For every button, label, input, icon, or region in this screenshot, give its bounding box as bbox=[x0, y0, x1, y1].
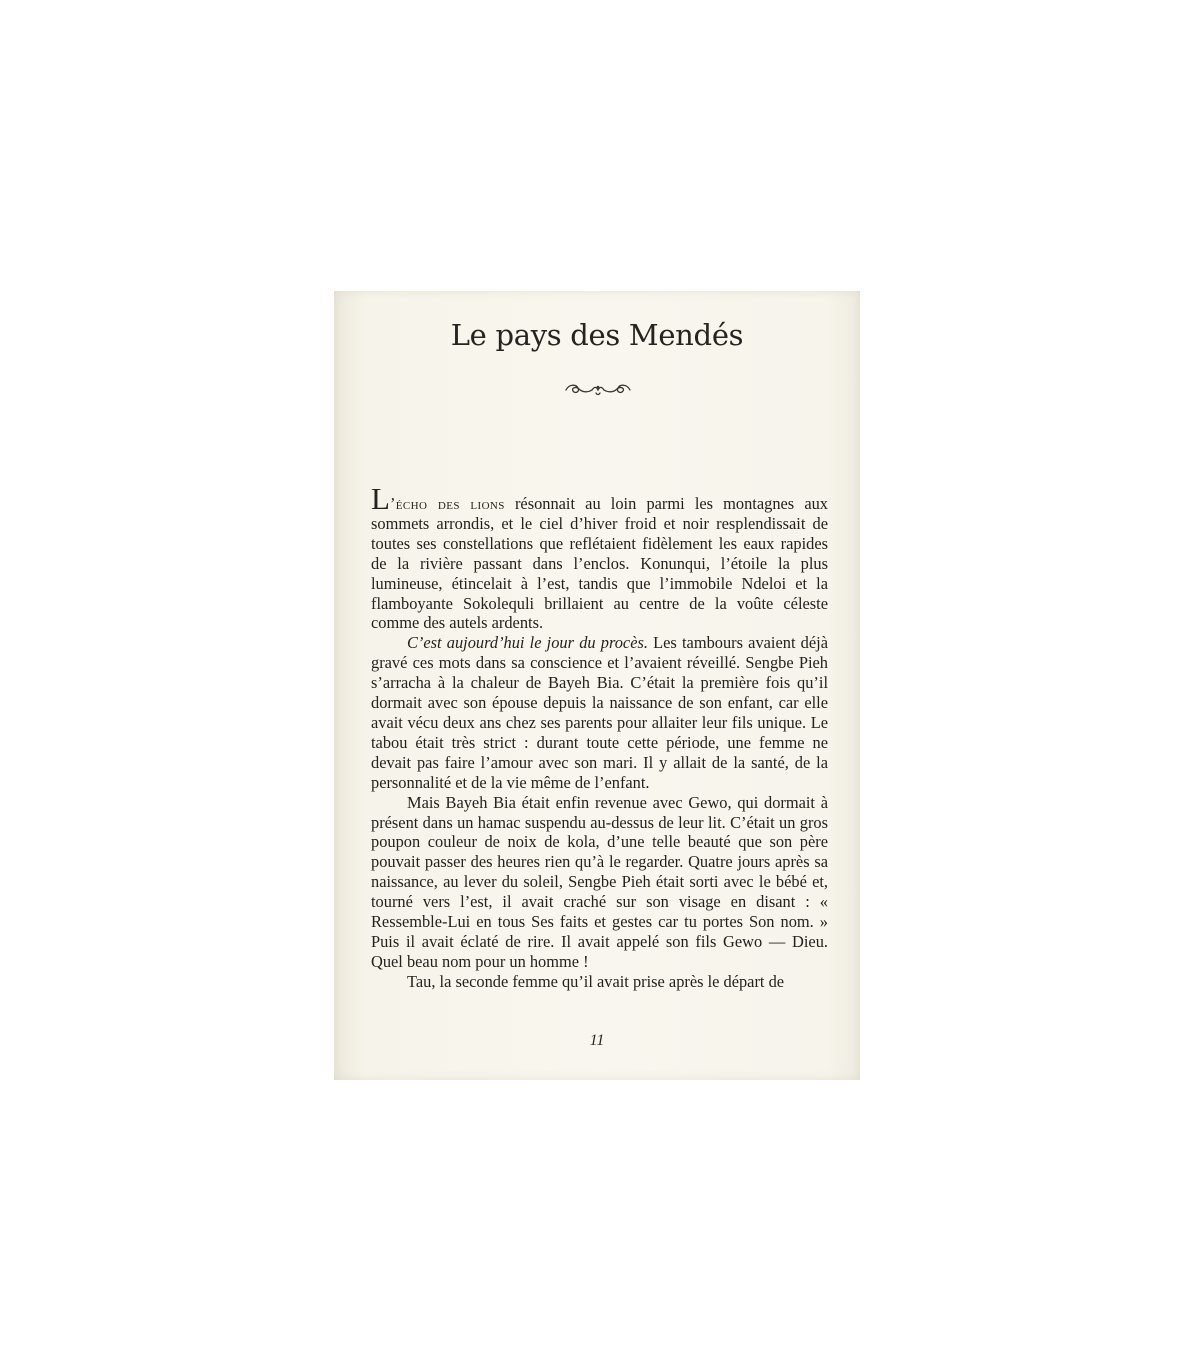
drop-cap: L bbox=[371, 481, 390, 516]
opening-paragraph bbox=[371, 481, 828, 633]
book-page bbox=[334, 291, 860, 1080]
paragraph-2-italic: C’est aujourd’hui le jour du procès. bbox=[407, 633, 648, 653]
paragraph-2-text: Les tambours avaient déjà gravé ces mots dans sa conscience et l’avaient réveillé. Sengbe Pieh s’arracha à la chaleur de Bayeh Bia. C’était la première fois qu’il dormait avec son épouse depuis la naissance de son enfant, car elle avait vécu deux ans chez ses parents pour allaiter leur fils unique. Le tabou était très strict : durant toute cette période, une femme ne devait pas faire l’amour avec son mari. Il y allait de la santé, de la personnalité et de la vie même de l’enfant. bbox=[371, 633, 828, 792]
paragraph-2 bbox=[371, 633, 828, 792]
paragraph-4: Tau, la seconde femme qu’il avait prise après le départ de bbox=[407, 971, 785, 991]
scroll-flourish-icon bbox=[563, 381, 633, 397]
page-number: 11 bbox=[589, 1032, 605, 1049]
opening-small-caps: ’écho des lions bbox=[389, 494, 505, 513]
opening-text: résonnait au loin parmi les montagnes aux sommets arrondis, et le ciel d’hiver froid et noir resplendissait de toutes ses constellations que reflétaient fidèlement les eaux rapides de la rivière passant dans l’enclos. Konunqui, l’étoile la plus lumineuse, étincelait à l’est, tandis que l’immobile Ndeloi et la flamboyante Sokolequli brillaient au centre de la voûte céleste comme des autels ardents. bbox=[371, 494, 828, 633]
chapter-title: Le pays des Mendés bbox=[450, 318, 744, 352]
chapter-text bbox=[371, 481, 828, 992]
paragraph-3: Mais Bayeh Bia était enfin revenue avec Gewo, qui dormait à présent dans un hamac suspendu au-dessus de leur lit. C’était un gros poupon couleur de noix de kola, d’une telle beauté que son père pouvait passer des heures rien qu’à le regarder. Quatre jours après sa naissance, au lever du soleil, Sengbe Pieh était sorti avec le bébé et, tourné vers l’est, il avait craché sur son visage en disant : « Ressemble-Lui en tous Ses faits et gestes car tu portes Son nom. » Puis il avait éclaté de rire. Il avait appelé son fils Gewo — Dieu. Quel beau nom pour un homme ! bbox=[371, 792, 828, 971]
